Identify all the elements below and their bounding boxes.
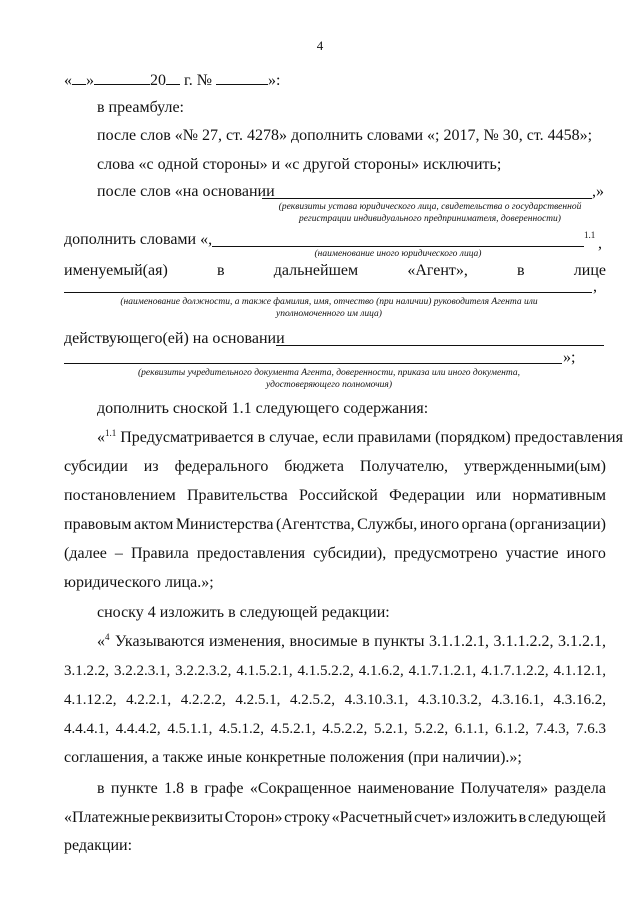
year-prefix: 20 (150, 72, 166, 89)
word: пункты (374, 633, 425, 650)
word: иного (419, 516, 460, 533)
word: 1.8 (164, 780, 185, 797)
word: постановлением (64, 487, 176, 504)
clause-number: 5.2.2, (414, 721, 449, 737)
word: органа (461, 516, 507, 533)
name-caption: (наименование иного юридического лица) (314, 249, 482, 259)
clause-number: 7.6.3 (575, 721, 606, 737)
position-caption-1: (наименование должности, а также фамилия, имя, отчество (при наличии) руководителя Агента или (120, 297, 538, 307)
agent-word: в (216, 262, 225, 279)
number-blank (216, 70, 268, 85)
agent-word: именуемый(ая) (64, 262, 168, 279)
after-words-line: после слов «№ 27, ст. 4278» дополнить словами «; 2017, № 30, ст. 4458»; (97, 127, 593, 144)
word: Федерации (389, 487, 465, 504)
word: раздела (554, 780, 606, 797)
agent-line (64, 261, 606, 281)
agent-end: , (593, 278, 597, 295)
clause-number: 3.2.2.3.1, (113, 663, 171, 679)
clause-number: 4.1.12.1, (553, 663, 606, 679)
agent-word: дальнейшем (273, 262, 359, 279)
word: субсидии (64, 458, 128, 475)
word: 3.1.1.2.2, (493, 633, 554, 650)
fn11-line-5 (64, 544, 606, 564)
word: «Платежные (64, 809, 150, 826)
clause-number: 4.1.12.2, (64, 692, 117, 708)
word: строку (284, 809, 330, 826)
clause-number: 4.5.2.1, (270, 721, 316, 737)
fn11-first-text: Предусматривается в случае, если правилами (порядком) предоставления (116, 429, 623, 446)
word: изменения, (208, 633, 285, 650)
fn11-line-4 (64, 515, 606, 535)
clause-number: 4.1.5.2.2, (297, 663, 354, 679)
word: изложить (452, 809, 518, 826)
clause-number: 3.2.2.3.2, (175, 663, 232, 679)
date-open-quote: « (64, 72, 72, 89)
clause-number: 4.5.1.2, (218, 721, 264, 737)
agent-word: в (517, 262, 525, 279)
clause-number: 4.5.1.1, (167, 721, 213, 737)
fn4-open (97, 632, 110, 652)
word: графе (204, 780, 244, 797)
add-words-line: дополнить словами «, (64, 231, 213, 248)
footnote4-intro: сноску 4 изложить в следующей редакции: (97, 604, 390, 621)
word: предусмотрено (394, 545, 498, 562)
word: (Агентства, (275, 516, 355, 533)
word: Министерства (175, 516, 274, 533)
fn4-line-5: соглашения, а также иные конкретные положения (при наличии).»; (64, 749, 522, 766)
fn11-open-quote: « (97, 429, 105, 446)
word: федерального (174, 458, 269, 475)
clause-number: 4.3.16.1, (491, 692, 544, 708)
date-close-quote: » (86, 72, 94, 89)
exclude-line: слова «с одной стороны» и «с другой стороны» исключить; (97, 156, 502, 173)
add-words-sup: 1.1 (584, 230, 596, 240)
year-suffix: г. № (184, 72, 213, 89)
fn4-superscript: 4 (105, 632, 110, 642)
word: реквизиты (151, 809, 224, 826)
agent-blank (64, 292, 592, 293)
add-words-blank (212, 246, 584, 247)
footnote11-intro: дополнить сноской 1.1 следующего содержания: (97, 400, 429, 417)
clause-number: 4.2.5.1, (235, 692, 281, 708)
word: в (190, 780, 198, 797)
word: бюджета (284, 458, 344, 475)
word: Получателя» (460, 780, 549, 797)
word: правовым (64, 516, 132, 533)
basis-blank (262, 198, 592, 199)
word: участие (505, 545, 559, 562)
word: в (97, 780, 105, 797)
word: следующей (527, 809, 606, 826)
clause-number: 6.1.1, (454, 721, 489, 737)
acting-line: действующего(ей) на основании (64, 330, 285, 347)
acting-blank-1 (276, 345, 604, 346)
basis-line: после слов «на основании (97, 183, 275, 200)
clause-number: 4.3.16.2, (553, 692, 606, 708)
clause-number: 4.3.10.3.1, (344, 692, 409, 708)
word: Российской (298, 487, 378, 504)
fn11-line-3 (64, 486, 606, 506)
fn4-line-1 (115, 632, 606, 652)
fn11-line-6: юридического лица.»; (64, 574, 214, 591)
word: 3.1.2.1, (557, 633, 606, 650)
word: субсидии), (313, 545, 387, 562)
requisites-caption-1: (реквизиты учредительного документа Агента, доверенности, приказа или иного документа, (138, 368, 520, 378)
year-blank (166, 70, 180, 85)
clause-number: 4.4.4.1, (64, 721, 109, 737)
word: «Сокращенное (249, 780, 352, 797)
clause-number: 4.1.7.1.2.1, (408, 663, 477, 679)
clause-number: 4.1.6.2, (358, 663, 404, 679)
word: счет» (414, 809, 451, 826)
word: пункте (110, 780, 158, 797)
fn4-line-3 (64, 690, 606, 710)
clause-number: 3.1.2.2, (64, 663, 109, 679)
word: наименование (357, 780, 455, 797)
clause-number: 4.5.2.2, (322, 721, 368, 737)
word: в (362, 633, 370, 650)
requisites-caption-2: удостоверяющего полномочия) (265, 380, 393, 390)
date-line (64, 70, 280, 91)
clause-number: 5.2.1, (373, 721, 408, 737)
word: Правила (130, 545, 189, 562)
word: предоставления (196, 545, 306, 562)
basis-caption-2: регистрации индивидуального предпринимателя, доверенности) (299, 214, 561, 224)
clause-number: 4.3.10.3.2, (418, 692, 482, 708)
word: из (143, 458, 159, 475)
word: вносимые (289, 633, 358, 650)
month-blank (94, 70, 150, 85)
word: Службы, (357, 516, 418, 533)
fn4-open-quote: « (97, 633, 105, 650)
add-words-end: , (598, 235, 602, 252)
word: Сторон» (224, 809, 283, 826)
word: нормативным (512, 487, 606, 504)
word: или (476, 487, 502, 504)
date-end: »: (268, 72, 281, 89)
clause-number: 7.4.3, (535, 721, 570, 737)
word: Указываются (115, 633, 205, 650)
clause-number: 4.4.4.2, (115, 721, 161, 737)
p18-line-1 (97, 779, 606, 799)
fn4-line-2 (64, 661, 606, 681)
clause-number: 4.1.5.2.1, (236, 663, 293, 679)
word: Получателю, (359, 458, 449, 475)
clause-number: 4.1.7.1.2.2, (481, 663, 549, 679)
clause-number: 4.2.2.1, (126, 692, 172, 708)
word: утвержденными(ым) (463, 458, 606, 475)
basis-end: ,» (592, 183, 604, 200)
clause-number: 6.1.2, (495, 721, 529, 737)
agent-word: «Агент», (407, 262, 468, 279)
clause-number: 4.2.2.2, (180, 692, 226, 708)
p18-line-3: редакции: (64, 837, 133, 854)
word: (далее (64, 545, 107, 562)
page-number: 4 (316, 38, 324, 53)
fn11-superscript: 1.1 (105, 428, 117, 438)
fn4-line-4 (64, 719, 606, 739)
position-caption-2: уполномоченного им лица) (276, 309, 382, 319)
word: актом (134, 516, 174, 533)
word: Правительства (187, 487, 288, 504)
word: «Расчетный (331, 809, 413, 826)
fn11-line-2 (64, 457, 606, 477)
word: 3.1.1.2.1, (429, 633, 489, 650)
word: в (518, 809, 527, 826)
clause-number: 4.2.5.2, (290, 692, 335, 708)
p18-line-2 (64, 808, 606, 828)
word: (организации) (509, 516, 606, 533)
day-blank (72, 70, 86, 85)
basis-caption-1: (реквизиты устава юридического лица, свидетельства о государственной (278, 202, 582, 212)
fn11-line-1 (97, 428, 623, 448)
agent-word: лице (573, 262, 606, 279)
preamble-line: в преамбуле: (97, 99, 184, 116)
acting-blank-2 (64, 363, 562, 364)
acting-end: »; (563, 349, 576, 366)
word: – (114, 545, 123, 562)
word: иного (566, 545, 606, 562)
